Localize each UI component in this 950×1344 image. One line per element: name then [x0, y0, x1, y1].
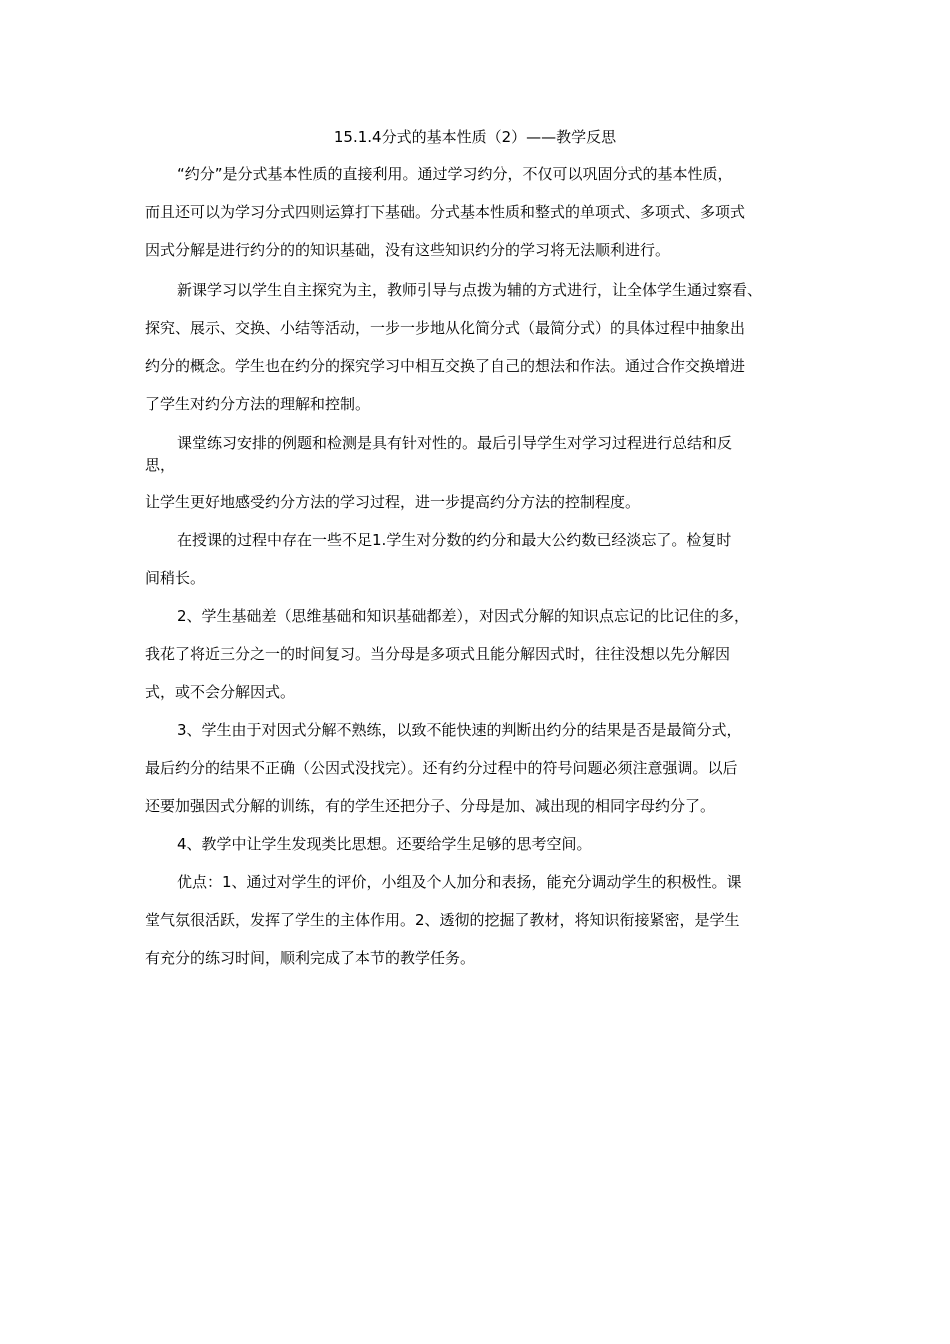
- paragraph-line: 在授课的过程中存在一些不足1.学生对分数的约分和最大公约数已经淡忘了。检复时: [177, 531, 732, 549]
- paragraph-line: 约分的概念。学生也在约分的探究学习中相互交换了自己的想法和作法。通过合作交换增进: [145, 357, 746, 375]
- paragraph-line: 式，或不会分解因式。: [145, 683, 296, 701]
- paragraph-line: 了学生对约分方法的理解和控制。: [145, 395, 371, 413]
- paragraph-line: 最后约分的结果不正确（公因式没找完）。还有约分过程中的符号问题必须注意强调。以后: [145, 759, 738, 777]
- paragraph-line: 3、学生由于对因式分解不熟练，以致不能快速的判断出约分的结果是否是最简分式，: [177, 721, 742, 739]
- paragraph-line: 优点：1、通过对学生的评价，小组及个人加分和表扬，能充分调动学生的积极性。课: [177, 873, 742, 891]
- paragraph-line: 还要加强因式分解的训练，有的学生还把分子、分母是加、减出现的相同字母约分了。: [145, 797, 716, 815]
- paragraph-line: 有充分的练习时间，顺利完成了本节的教学任务。: [145, 949, 476, 967]
- paragraph-line: “约分”是分式基本性质的直接利用。通过学习约分，不仅可以巩固分式的基本性质，: [177, 165, 733, 183]
- paragraph-line: 课堂练习安排的例题和检测是具有针对性的。最后引导学生对学习过程进行总结和反: [177, 434, 733, 452]
- document-title: 15.1.4分式的基本性质（2）——教学反思: [333, 128, 617, 146]
- paragraph-line: 间稍长。: [145, 569, 206, 587]
- paragraph-line: 而且还可以为学习分式四则运算打下基础。分式基本性质和整式的单项式、多项式、多项式: [145, 203, 746, 221]
- paragraph-line: 让学生更好地感受约分方法的学习过程，进一步提高约分方法的控制程度。: [145, 493, 641, 511]
- paragraph-line: 2、学生基础差（思维基础和知识基础都差），对因式分解的知识点忘记的比记住的多，: [177, 607, 750, 625]
- paragraph-line: 堂气氛很活跃，发挥了学生的主体作用。2、透彻的挖掘了教材，将知识衔接紧密，是学生: [145, 911, 740, 929]
- paragraph-line: 我花了将近三分之一的时间复习。当分母是多项式且能分解因式时，往往没想以先分解因: [145, 645, 731, 663]
- paragraph-line: 新课学习以学生自主探究为主，教师引导与点拨为辅的方式进行，让全体学生通过察看、: [177, 281, 763, 299]
- paragraph-line: 思，: [145, 456, 176, 474]
- paragraph-line: 4、教学中让学生发现类比思想。还要给学生足够的思考空间。: [177, 835, 592, 853]
- paragraph-line: 探究、展示、交换、小结等活动，一步一步地从化简分式（最简分式）的具体过程中抽象出: [145, 319, 746, 337]
- paragraph-line: 因式分解是进行约分的的知识基础，没有这些知识约分的学习将无法顺利进行。: [145, 241, 671, 259]
